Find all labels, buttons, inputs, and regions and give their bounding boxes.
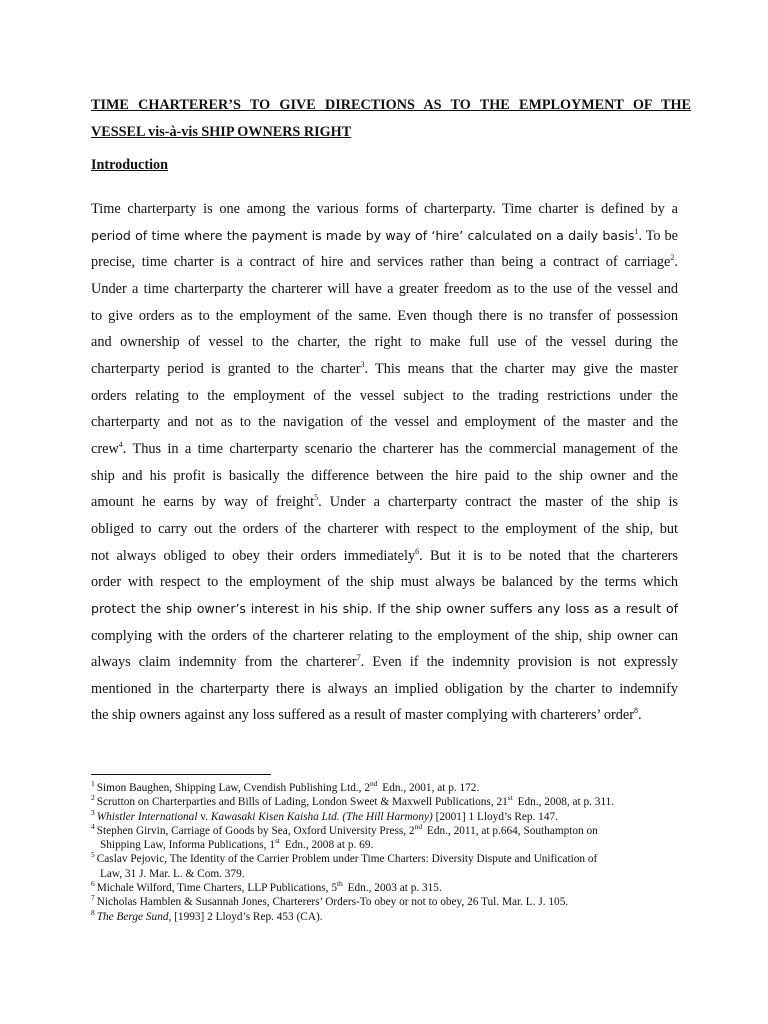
footnote-number: 5 <box>91 850 95 860</box>
footnote-item: $^2$ Scrutton on Charterparties and Bills of Lading, London Sweet & Maxwell Publications, 21st Edn., 2008, at p. 311. <box>91 793 615 809</box>
text-line: and ownership of vessel to the charter, the right to make full use of the vessel during the <box>91 334 678 351</box>
footnote-ref[interactable]: 7 <box>356 653 361 663</box>
footnote-ref[interactable]: 4 <box>118 440 123 450</box>
text-line: not always obliged to obey their orders immediately$^6$. But it is to be noted that the charterers <box>91 546 678 564</box>
text-line: Time charterparty is one among the various forms of charterparty. Time charter is defined by a <box>91 201 678 217</box>
footnote-item: $^5$ Caslav Pejovic, The Identity of the Carrier Problem under Time Charters: Diversity Dispute and Unification of Law, 31 J. Mar. L. & Com. 379. <box>91 850 598 880</box>
footnote-number: 2 <box>91 793 95 803</box>
text-line: complying with the orders of the charterer relating to the employment of the ship, ship owner can <box>91 627 678 644</box>
footnote-ref[interactable]: 1 <box>634 226 639 236</box>
footnotes-list <box>91 781 681 924</box>
text-line: obliged to carry out the orders of the charterer with respect to the employment of the ship, but <box>91 520 678 537</box>
footnote-ref[interactable]: 6 <box>415 546 420 556</box>
title-line-2: VESSEL vis-à-vis SHIP OWNERS RIGHT <box>91 124 352 140</box>
footnote-ref[interactable]: 5 <box>314 493 319 503</box>
text-line: charterparty and not as to the navigation of the vessel and employment of the master and the <box>91 414 678 431</box>
footnote-item: $^7$ Nicholas Hamblen & Susannah Jones, Charterers’ Orders-To obey or not to obey, 26 Tul. Mar. L. J. 105. <box>91 893 569 909</box>
text-line: always claim indemnity from the charterer$^7$. Even if the indemnity provision is not expressly <box>91 653 678 671</box>
text-line: period of time where the payment is made by way of ‘hire’ calculated on a daily basis$^1$. To be <box>91 226 679 244</box>
footnote-number: 1 <box>91 779 95 789</box>
footnote-ref[interactable]: 8 <box>634 706 638 716</box>
footnote-item: $^4$ Stephen Girvin, Carriage of Goods by Sea, Oxford University Press, 2nd Edn., 2011, at p.664, Southampton on Shipping Law, Informa Publications, 1st Edn., 2008 at p. 69. <box>91 822 598 852</box>
document-title <box>91 92 691 146</box>
title-line-1: TIME CHARTERER’S TO GIVE DIRECTIONS AS TO THE EMPLOYMENT OF THE <box>91 97 691 113</box>
footnote-number: 7 <box>91 893 95 903</box>
footnote-item: $^6$ Michale Wilford, Time Charters, LLP Publications, 5th Edn., 2003 at p. 315. <box>91 879 442 895</box>
footnote-ref[interactable]: 2 <box>670 253 675 263</box>
text-line: crew$^4$. Thus in a time charterparty scenario the charterer has the commercial management of the <box>91 440 678 457</box>
text-line: protect the ship owner’s interest in his ship. If the ship owner suffers any loss as a result of <box>91 600 678 616</box>
footnote-item: $^8$ The Berge Sund, [1993] 2 Lloyd’s Rep. 453 (CA). <box>91 907 323 923</box>
text-line: the ship owners against any loss suffered as a result of master complying with charterers’ order$^8$. <box>91 706 642 724</box>
section-heading: Introduction <box>91 157 168 173</box>
text-line: to give orders as to the employment of the same. Even though there is no transfer of possession <box>91 307 678 324</box>
text-line: mentioned in the charterparty there is always an implied obligation by the charter to indemnify <box>91 680 678 697</box>
text-line: Under a time charterparty the charterer will have a greater freedom as to the use of the vessel and <box>91 280 678 297</box>
footnote-number: 8 <box>91 907 95 917</box>
footnote-separator <box>91 774 271 775</box>
footnote-number: 6 <box>91 879 95 889</box>
text-line: order with respect to the employment of the ship must always be balanced by the terms which <box>91 574 678 591</box>
text-line: orders relating to the employment of the vessel subject to the trading restrictions under the <box>91 387 678 404</box>
footnote-number: 3 <box>91 807 95 817</box>
footnote-number: 4 <box>91 822 95 832</box>
footnote-item: $^1$ Simon Baughen, Shipping Law, Cvendish Publishing Ltd., 2nd Edn., 2001, at p. 172. <box>91 779 480 794</box>
introduction-paragraph <box>91 196 678 729</box>
text-line: charterparty period is granted to the charter$^3$. This means that the charter may give the master <box>91 360 678 377</box>
footnote-ref[interactable]: 3 <box>360 360 365 370</box>
text-line: amount he earns by way of freight$^5$. Under a charterparty contract the master of the ship is <box>91 493 678 511</box>
text-line: ship and his profit is basically the difference between the hire paid to the ship owner and the <box>91 467 678 484</box>
text-line: precise, time charter is a contract of hire and services rather than being a contract of carriage$^2$. <box>91 253 678 271</box>
footnote-item: $^3$ Whistler International v. Kawasaki Kisen Kaisha Ltd. (The Hill Harmony) [2001] 1 Lloyd’s Rep. 147. <box>91 807 558 823</box>
